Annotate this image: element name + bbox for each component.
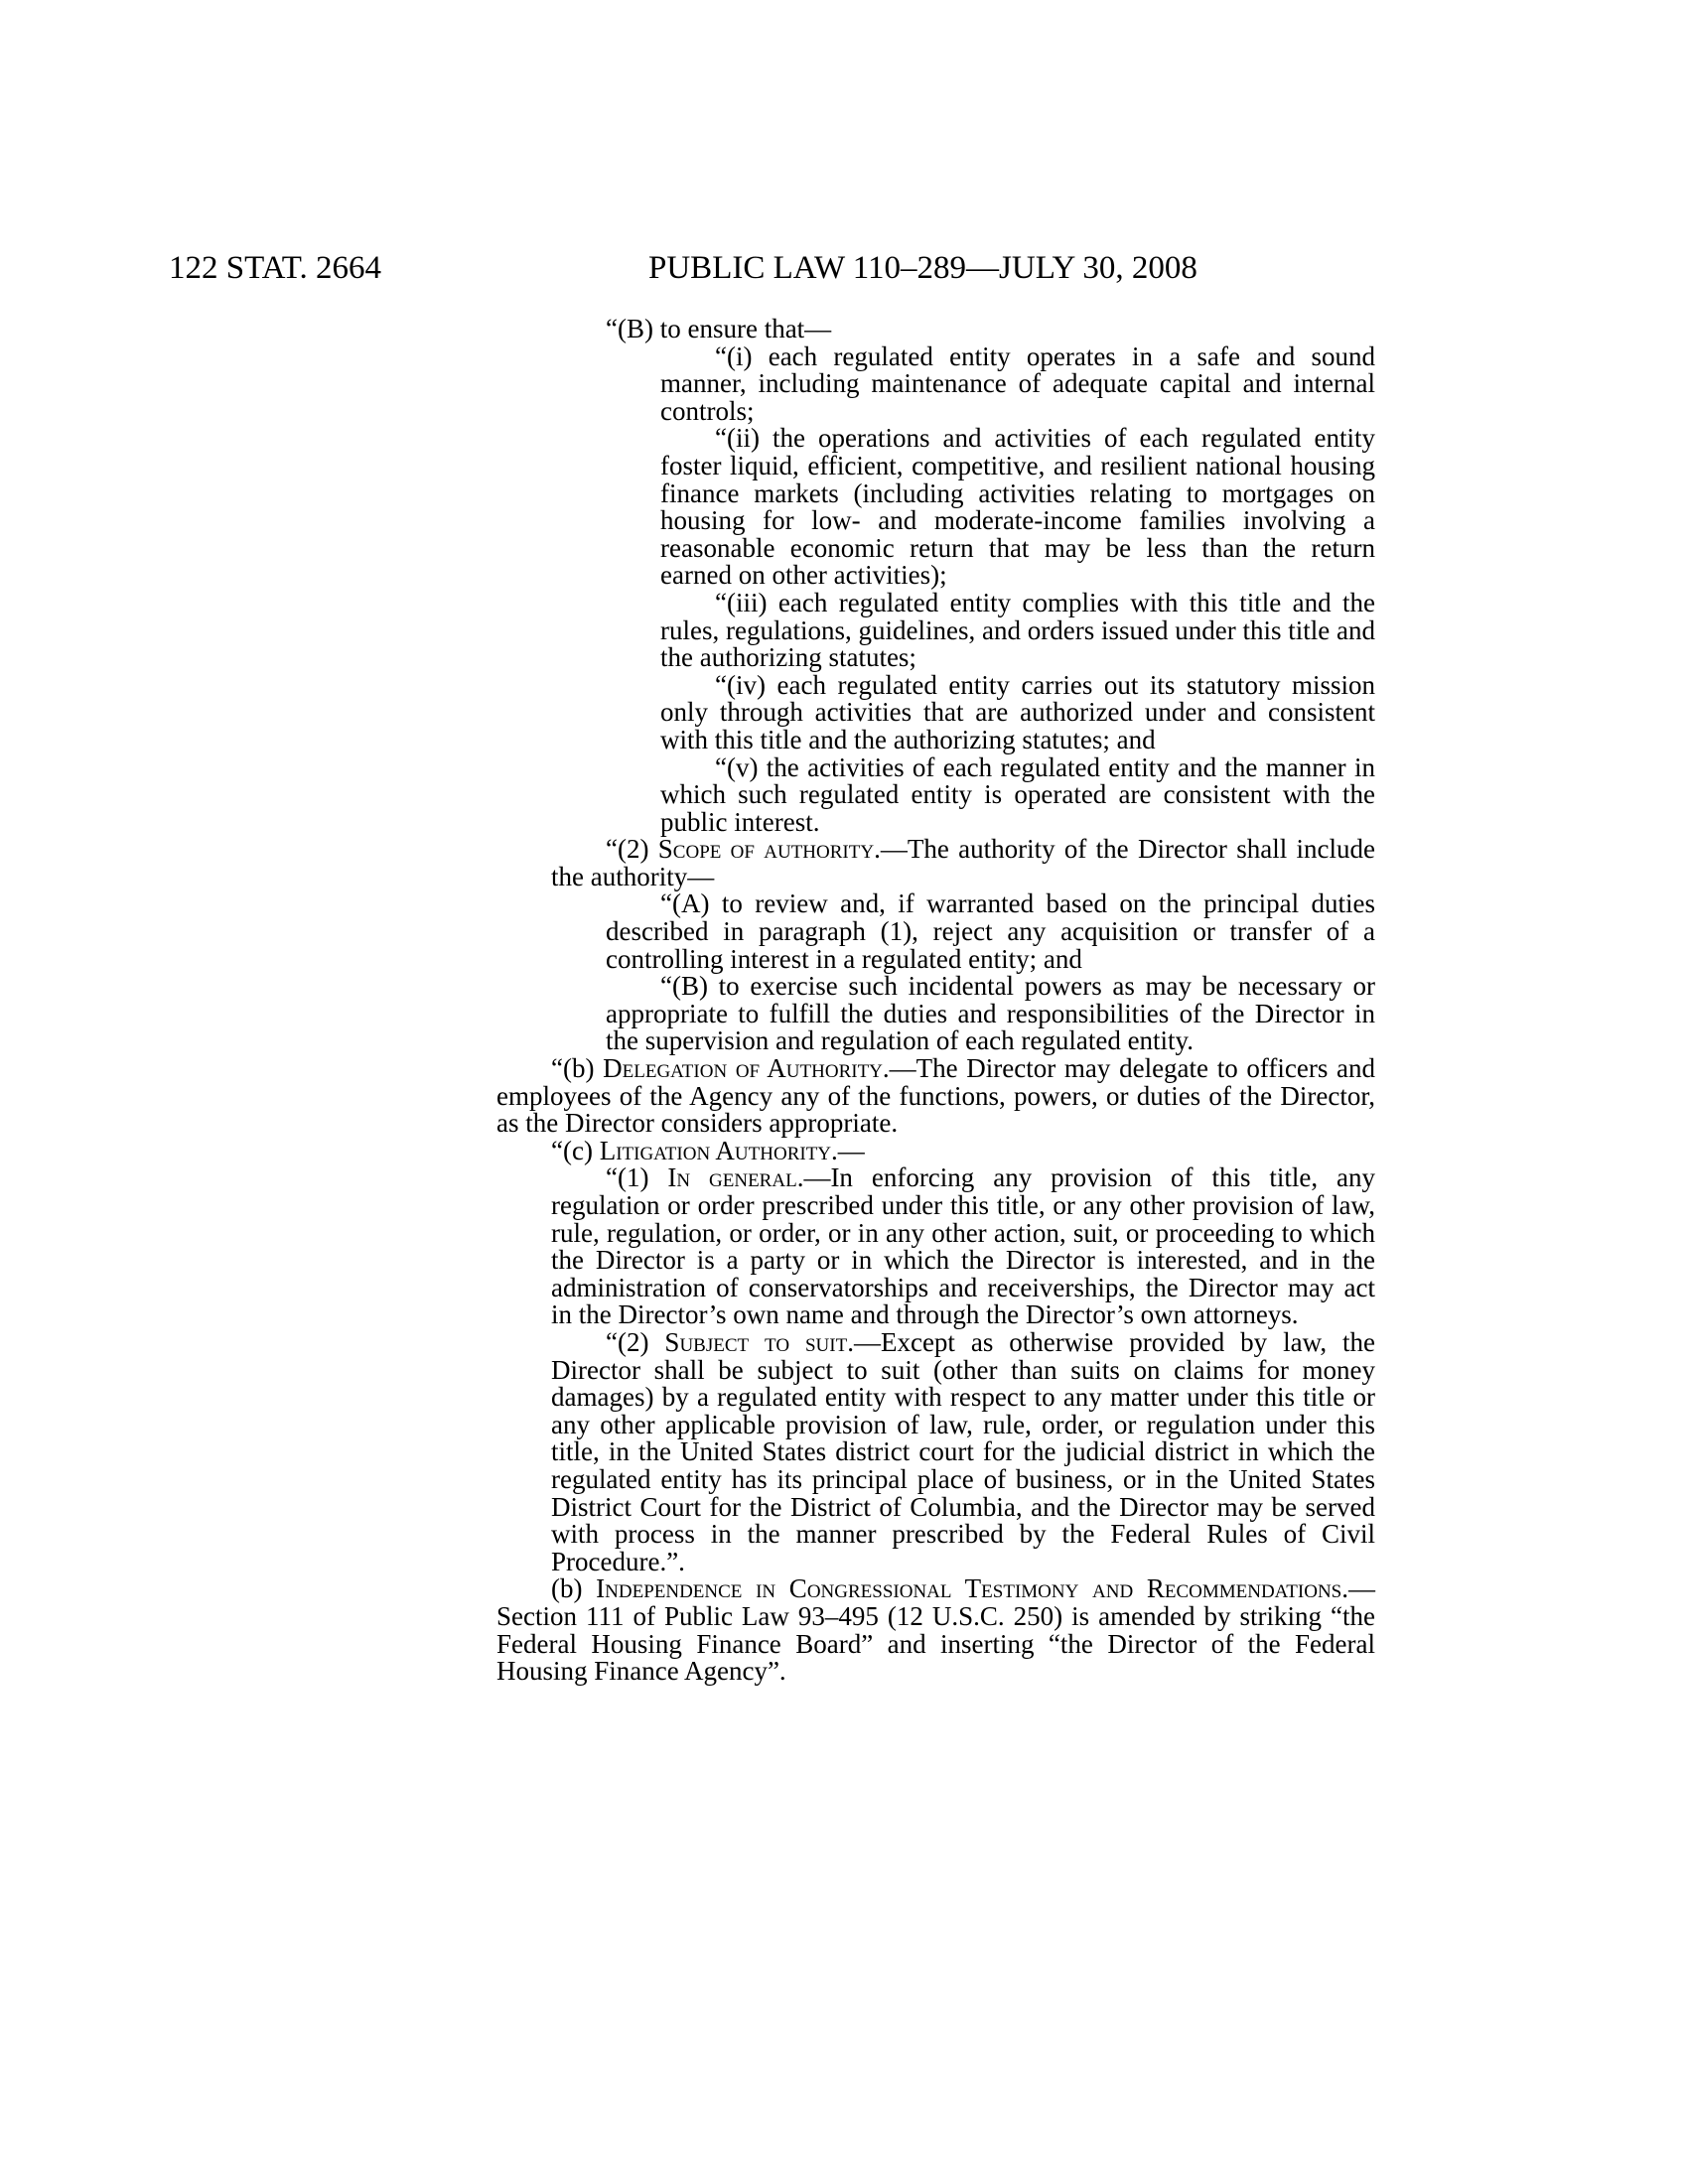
clause-iii: “(iii) each regulated entity complies with this title and the rules, regulations, guidelines, and orders issued under this title and the authorizing statutes; [660,587,1375,673]
running-head: PUBLIC LAW 110–289—JULY 30, 2008 [648,250,1197,286]
heading-litigation-authority: Litigation Authority [599,1135,832,1165]
subparagraph-A-review: “(A) to review and, if warranted based on the principal duties described in paragraph (1), reject any acquisition or transfer of a controlling interest in a regulated entity; and [606,888,1375,974]
heading-scope-of-authority: Scope of authority [657,834,875,865]
heading-independence: Independence in Congressional Testimony and Recommendations [596,1573,1342,1604]
heading-delegation-of-authority: Delegation of Authority [603,1053,883,1084]
paragraph-2-scope: “(2) Scope of authority.—The authority of the Director shall include the authority— [551,834,1375,891]
subsection-c-litigation: “(c) Litigation Authority.— [551,1135,865,1165]
subparagraph-B-exercise: “(B) to exercise such incidental powers as may be necessary or appropriate to fulfill the duties and responsibilities of the Director in the supervision and regulation of each regulated entity. [606,971,1375,1056]
statute-text [496,316,1375,1686]
paragraph-c1-in-general: “(1) In general.—In enforcing any provision of this title, any regulation or order prescribed under this title, or any other provision of law, rule, regulation, or order, or in any other action, suit, or proceeding to which the Director is a party or in which the Director is interested, and in the administration of conservatorships and receiverships, the Director may act in the Director’s own name and through the Director’s own attorneys. [551,1162,1376,1330]
paragraph-c2-subject-to-suit: “(2) Subject to suit.—Except as otherwise provided by law, the Director shall be subject to suit (other than suits on claims for money damages) by a regulated entity with respect to any matter under this title or any other applicable provision of law, rule, order, or regulation under this title, in the United States district court for the judicial district in which the regulated entity has its principal place of business, or in the United States District Court for the District of Columbia, and the Director may be served with process in the manner prescribed by the Federal Rules of Civil Procedure.”. [551,1326,1375,1576]
subsection-b-delegation: “(b) Delegation of Authority.—The Director may delegate to officers and employees of the Agency any of the functions, powers, or duties of the Director, as the Director considers appropriate. [496,1053,1375,1139]
clause-ii: “(ii) the operations and activities of each regulated entity foster liquid, efficient, competitive, and resilient national housing finance markets (including activities relating to mortgages on housing for low- and moderate-income families involving a reasonable economic return that may be less than the return earned on other activities); [660,423,1375,591]
heading-subject-to-suit: Subject to suit [664,1326,848,1357]
clause-i: “(i) each regulated entity operates in a safe and sound manner, including maintenance of adequate capital and internal controls; [660,341,1375,426]
subsection-b-independence: (b) Independence in Congressional Testimony and Recommendations.—Section 111 of Public Law 93–495 (12 U.S.C. 250) is amended by striking “the Federal Housing Finance Board” and inserting “the Director of the Federal Housing Finance Agency”. [496,1573,1375,1687]
clause-v: “(v) the activities of each regulated entity and the manner in which such regulated entity is operated are consistent with the public interest. [660,751,1375,837]
heading-in-general: In general [667,1162,797,1193]
clause-iv: “(iv) each regulated entity carries out its statutory mission only through activities that are authorized under and consistent with this title and the authorizing statutes; and [660,669,1375,754]
paragraph-B-ensure: “(B) to ensure that— [606,314,832,343]
page-number: 122 STAT. 2664 [169,250,382,286]
